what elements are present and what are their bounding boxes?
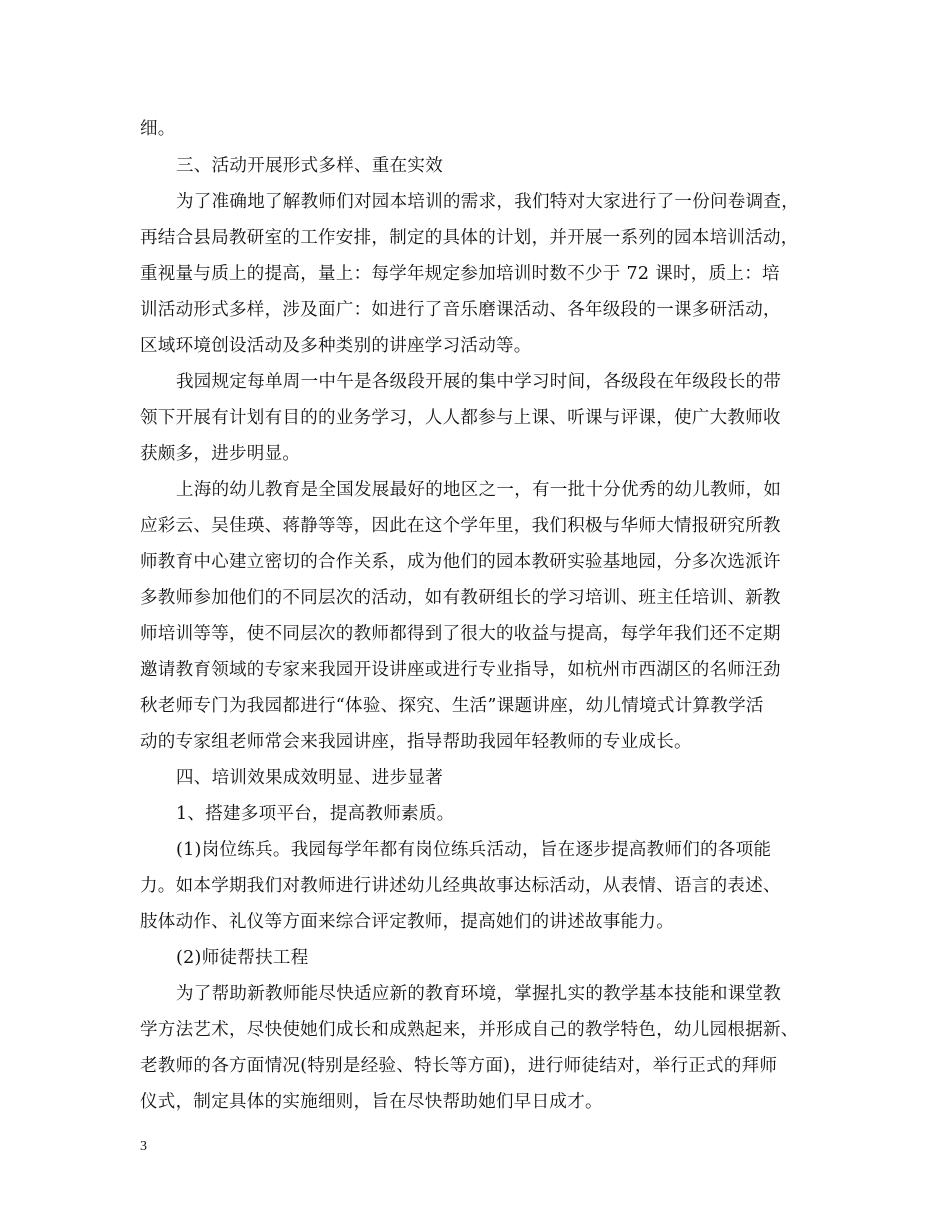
section-heading: 四、培训效果成效明显、进步显著	[176, 768, 443, 788]
text-line: 仪式，制定具体的实施细则，旨在尽快帮助她们早日成才。	[140, 1092, 603, 1112]
text-line: 学方法艺术，尽快使她们成长和成熟起来，并形成自己的教学特色，幼儿园根据新、	[140, 1020, 799, 1040]
text-line: 应彩云、吴佳瑛、蒋静等等，因此在这个学年里，我们积极与华师大情报研究所教	[140, 516, 781, 536]
subsection-heading: (2)师徒帮扶工程	[176, 948, 309, 968]
text-line: (1)岗位练兵。我园每学年都有岗位练兵活动，旨在逐步提高教师们的各项能	[176, 840, 772, 860]
text-line: 秋老师专门为我园都进行“体验、探究、生活”课题讲座，幼儿情境式计算教学活	[140, 696, 764, 716]
text-line: 上海的幼儿教育是全国发展最好的地区之一，有一批十分优秀的幼儿教师，如	[176, 480, 782, 500]
text-line: 重视量与质上的提高，量上：每学年规定参加培训时数不少于 72 课时，质上：培	[140, 264, 780, 284]
text-line: 为了帮助新教师能尽快适应新的教育环境，掌握扎实的教学基本技能和课堂教	[176, 984, 782, 1004]
text-line: 细。	[140, 119, 176, 139]
text-line: 邀请教育领域的专家来我园开设讲座或进行专业指导，如杭州市西湖区的名师汪劲	[140, 660, 781, 680]
text-line: 领下开展有计划有目的的业务学习，人人都参与上课、听课与评课，使广大教师收	[140, 408, 781, 428]
text-line: 训活动形式多样，涉及面广：如进行了音乐磨课活动、各年级段的一课多研活动，	[140, 300, 781, 320]
text-line: 力。如本学期我们对教师进行讲述幼儿经典故事达标活动，从表情、语言的表述、	[140, 876, 781, 896]
text-line: 再结合县局教研室的工作安排，制定的具体的计划，并开展一系列的园本培训活动，	[140, 228, 799, 248]
text-line: 区域环境创设活动及多种类别的讲座学习活动等。	[140, 336, 532, 356]
section-heading: 三、活动开展形式多样、重在实效	[176, 156, 443, 176]
text-line: 我园规定每单周一中午是各级段开展的集中学习时间，各级段在年级段长的带	[176, 372, 782, 392]
subsection-heading: 1、搭建多项平台，提高教师素质。	[176, 804, 455, 824]
text-line: 为了准确地了解教师们对园本培训的需求，我们特对大家进行了一份问卷调查，	[176, 192, 799, 212]
text-line: 师教育中心建立密切的合作关系，成为他们的园本教研实验基地园，分多次选派许	[140, 552, 781, 572]
page-number: 3	[140, 1139, 147, 1154]
text-line: 肢体动作、礼仪等方面来综合评定教师，提高她们的讲述故事能力。	[140, 912, 674, 932]
text-line: 多教师参加他们的不同层次的活动，如有教研组长的学习培训、班主任培训、新教	[140, 588, 781, 608]
text-line: 老教师的各方面情况(特别是经验、特长等方面)，进行师徒结对，举行正式的拜师	[140, 1056, 778, 1076]
text-line: 动的专家组老师常会来我园讲座，指导帮助我园年轻教师的专业成长。	[140, 732, 692, 752]
text-line: 获颇多，进步明显。	[140, 444, 301, 464]
text-line: 师培训等等，使不同层次的教师都得到了很大的收益与提高，每学年我们还不定期	[140, 624, 781, 644]
